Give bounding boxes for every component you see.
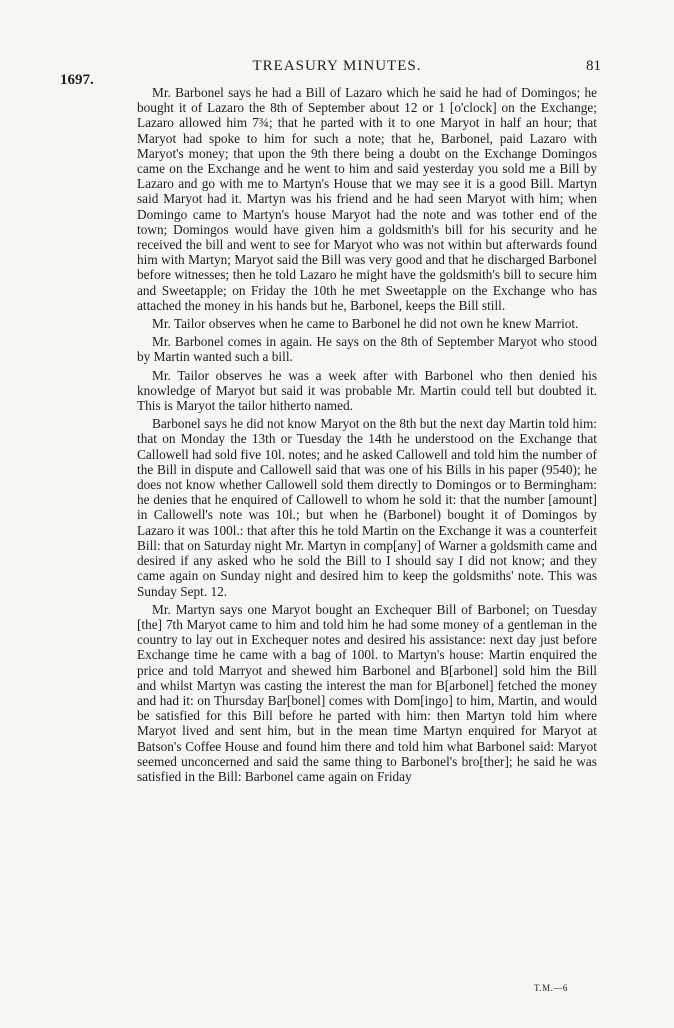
signature-mark: T.M.—6 [534,983,568,993]
paragraph: Mr. Martyn says one Maryot bought an Exchequer Bill of Barbonel; on Tuesday [the] 7th Maryot came to him and told him he had some money of a gentleman in the country to lay out in Exchequer notes and desired his assistance: next day just before Exchange time he came with a bag of 100l. to Martyn's house: Martin enquired the price and told Marryot and shewed him Barbonel and B[arbonel] sold him the Bill and whilst Martyn was casting the interest the man for B[arbonel] fetched the money and had it: on Thursday Bar[bonel] comes with Dom[ingo] to him, Martin, and would be satisfied for this Bill before he parted with him: then Martyn told him where Maryot lived and sent him, but in the mean time Martyn enquired for Maryot at Batson's Coffee House and found him there and told him what Barbonel said: Maryot seemed unconcerned and said the same thing to Barbonel's bro[ther]; he said he was satisfied in the Bill: Barbonel came again on Friday [137,601,597,784]
paragraph: Mr. Barbonel says he had a Bill of Lazaro which he said he had of Domingos; he bought it of Lazaro the 8th of September about 12 or 1 [o'clock] on the Exchange; Lazaro allowed him 7¾; that he parted with it to one Maryot in half an hour; that Maryot had spoke to him for such a note; that he, Barbonel, paid Lazaro with Maryot's money; that upon the 9th there being a doubt on the Exchange Domingos came on the Exchange and he went to him and said yesterday you sold me a Bill by Lazaro and go with me to Martyn's House that we may see it is a good Bill. Martyn said Maryot had it. Martyn was his friend and he had seen Maryot with him; when Domingo came to Martyn's house Maryot had the note and was tother end of the town; Domingos would have given him a goldsmith's bill for his security and he received the bill and went to see for Maryot who was not within but afterwards found him with Martyn; Maryot said the Bill was very good and that he discharged Barbonel before witnesses; then he told Lazaro he might have the goldsmith's bill to secure him and Sweetapple; on Friday the 10th he met Sweetapple on the Exchange who has attached the money in his hands but he, Barbonel, keeps the Bill still. [137,85,597,313]
body-text [137,85,597,787]
paragraph: Barbonel says he did not know Maryot on the 8th but the next day Martin told him: that on Monday the 13th or Tuesday the 14th he understood on the Exchange that Callowell had sold five 10l. notes; and he asked Callowell and told him the number of the Bill in dispute and Callowell said that was one of his Bills in his paper (9540); he does not know whether Callowell sold them directly to Domingos or to Bermingham: he denies that he enquired of Callowell to whom he sold it: that the number [amount] in Callowell's note was 10l.; but when he (Barbonel) bought it of Domingos by Lazaro it was 100l.: that after this he told Martin on the Exchange it was a counterfeit Bill: that on Saturday night Mr. Martyn in comp[any] of Warner a goldsmith came and desired if any asked who he sold the Bill to I should say I did not know; and they came again on Sunday night and desired him to keep the goldsmiths' note. This was Sunday Sept. 12. [137,416,597,599]
paragraph: Mr. Tailor observes he was a week after with Barbonel who then denied his knowledge of Maryot but said it was probable Mr. Martin could tell but doubted it. This is Maryot the tailor hitherto named. [137,367,597,414]
paragraph: Mr. Barbonel comes in again. He says on the 8th of September Maryot who stood by Martin wanted such a bill. [137,334,597,365]
page-header [0,54,674,88]
page-number: 81 [586,58,601,74]
paragraph: Mr. Tailor observes when he came to Barbonel he did not own he knew Marriot. [152,316,579,332]
year-label: 1697. [60,72,94,88]
running-title: TREASURY MINUTES. [252,58,422,74]
